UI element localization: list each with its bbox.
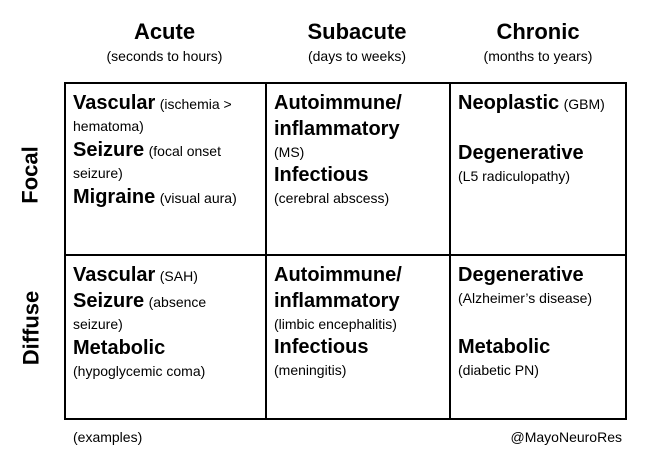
entry-name: Migraine [73, 186, 156, 208]
entry-name: Metabolic [73, 337, 166, 359]
entry [73, 184, 259, 210]
entry-name: Infectious [274, 336, 369, 358]
footer-credit: @MayoNeuroRes [510, 429, 622, 445]
column-header-acute [64, 18, 265, 66]
entry-example: (visual aura) [159, 190, 237, 206]
row-label: Focal [18, 146, 43, 204]
entry-example: (ischemia > hematoma) [73, 96, 232, 134]
entry-name: Infectious [274, 164, 369, 186]
row-header-diffuse [6, 290, 56, 366]
entry-example: (L5 radiculopathy) [458, 168, 571, 184]
entry-example: (SAH) [159, 268, 198, 284]
entry-name: Neoplastic [458, 92, 560, 114]
entry-name: Autoimmune/ inflammatory [274, 264, 402, 312]
entry-example: (focal onset seizure) [73, 143, 221, 181]
column-title: Chronic [496, 19, 580, 44]
column-title: Acute [133, 19, 196, 44]
entry-name: Metabolic [458, 336, 551, 358]
cell-diffuse-subacute [267, 256, 451, 418]
row-label: Diffuse [18, 290, 43, 366]
entry [274, 90, 443, 162]
entry-example: (diabetic PN) [458, 362, 539, 378]
entry-name: Seizure [73, 139, 145, 161]
entry-name: Degenerative [458, 264, 584, 286]
entry-name: Vascular [73, 92, 156, 114]
cell-diffuse-acute [66, 256, 267, 418]
entry [458, 140, 619, 186]
entry-example: (meningitis) [274, 362, 347, 378]
entry-example: (hypoglycemic coma) [73, 363, 206, 379]
footer-examples-note: (examples) [73, 429, 143, 445]
column-header-chronic [449, 18, 627, 66]
entry-example: (limbic encephalitis) [274, 316, 397, 332]
entry-name: Autoimmune/ inflammatory [274, 92, 402, 140]
entry [458, 334, 619, 380]
classification-grid [64, 82, 627, 420]
column-subtitle: (seconds to hours) [106, 48, 223, 64]
column-header-subacute [265, 18, 449, 66]
entry-example: (MS) [274, 144, 305, 160]
entry [458, 90, 619, 116]
entry [274, 162, 443, 208]
row-header-focal [6, 146, 56, 204]
entry-name: Seizure [73, 290, 145, 312]
entry-example: (absence seizure) [73, 294, 207, 332]
entry [274, 334, 443, 380]
entry-example: (cerebral abscess) [274, 190, 390, 206]
entry-example: (GBM) [563, 96, 605, 112]
entry [73, 288, 259, 335]
column-subtitle: (days to weeks) [307, 48, 407, 64]
cell-focal-chronic [451, 84, 625, 256]
entry [73, 90, 259, 137]
cell-focal-acute [66, 84, 267, 256]
entry-name: Vascular [73, 264, 156, 286]
entry-name: Degenerative [458, 142, 584, 164]
entry [274, 262, 443, 334]
entry [73, 137, 259, 184]
cell-focal-subacute [267, 84, 451, 256]
column-subtitle: (months to years) [483, 48, 593, 64]
entry [458, 262, 619, 308]
cell-diffuse-chronic [451, 256, 625, 418]
entry [73, 262, 259, 288]
entry-example: (Alzheimer’s disease) [458, 290, 593, 306]
column-title: Subacute [307, 19, 407, 44]
entry [73, 335, 259, 381]
